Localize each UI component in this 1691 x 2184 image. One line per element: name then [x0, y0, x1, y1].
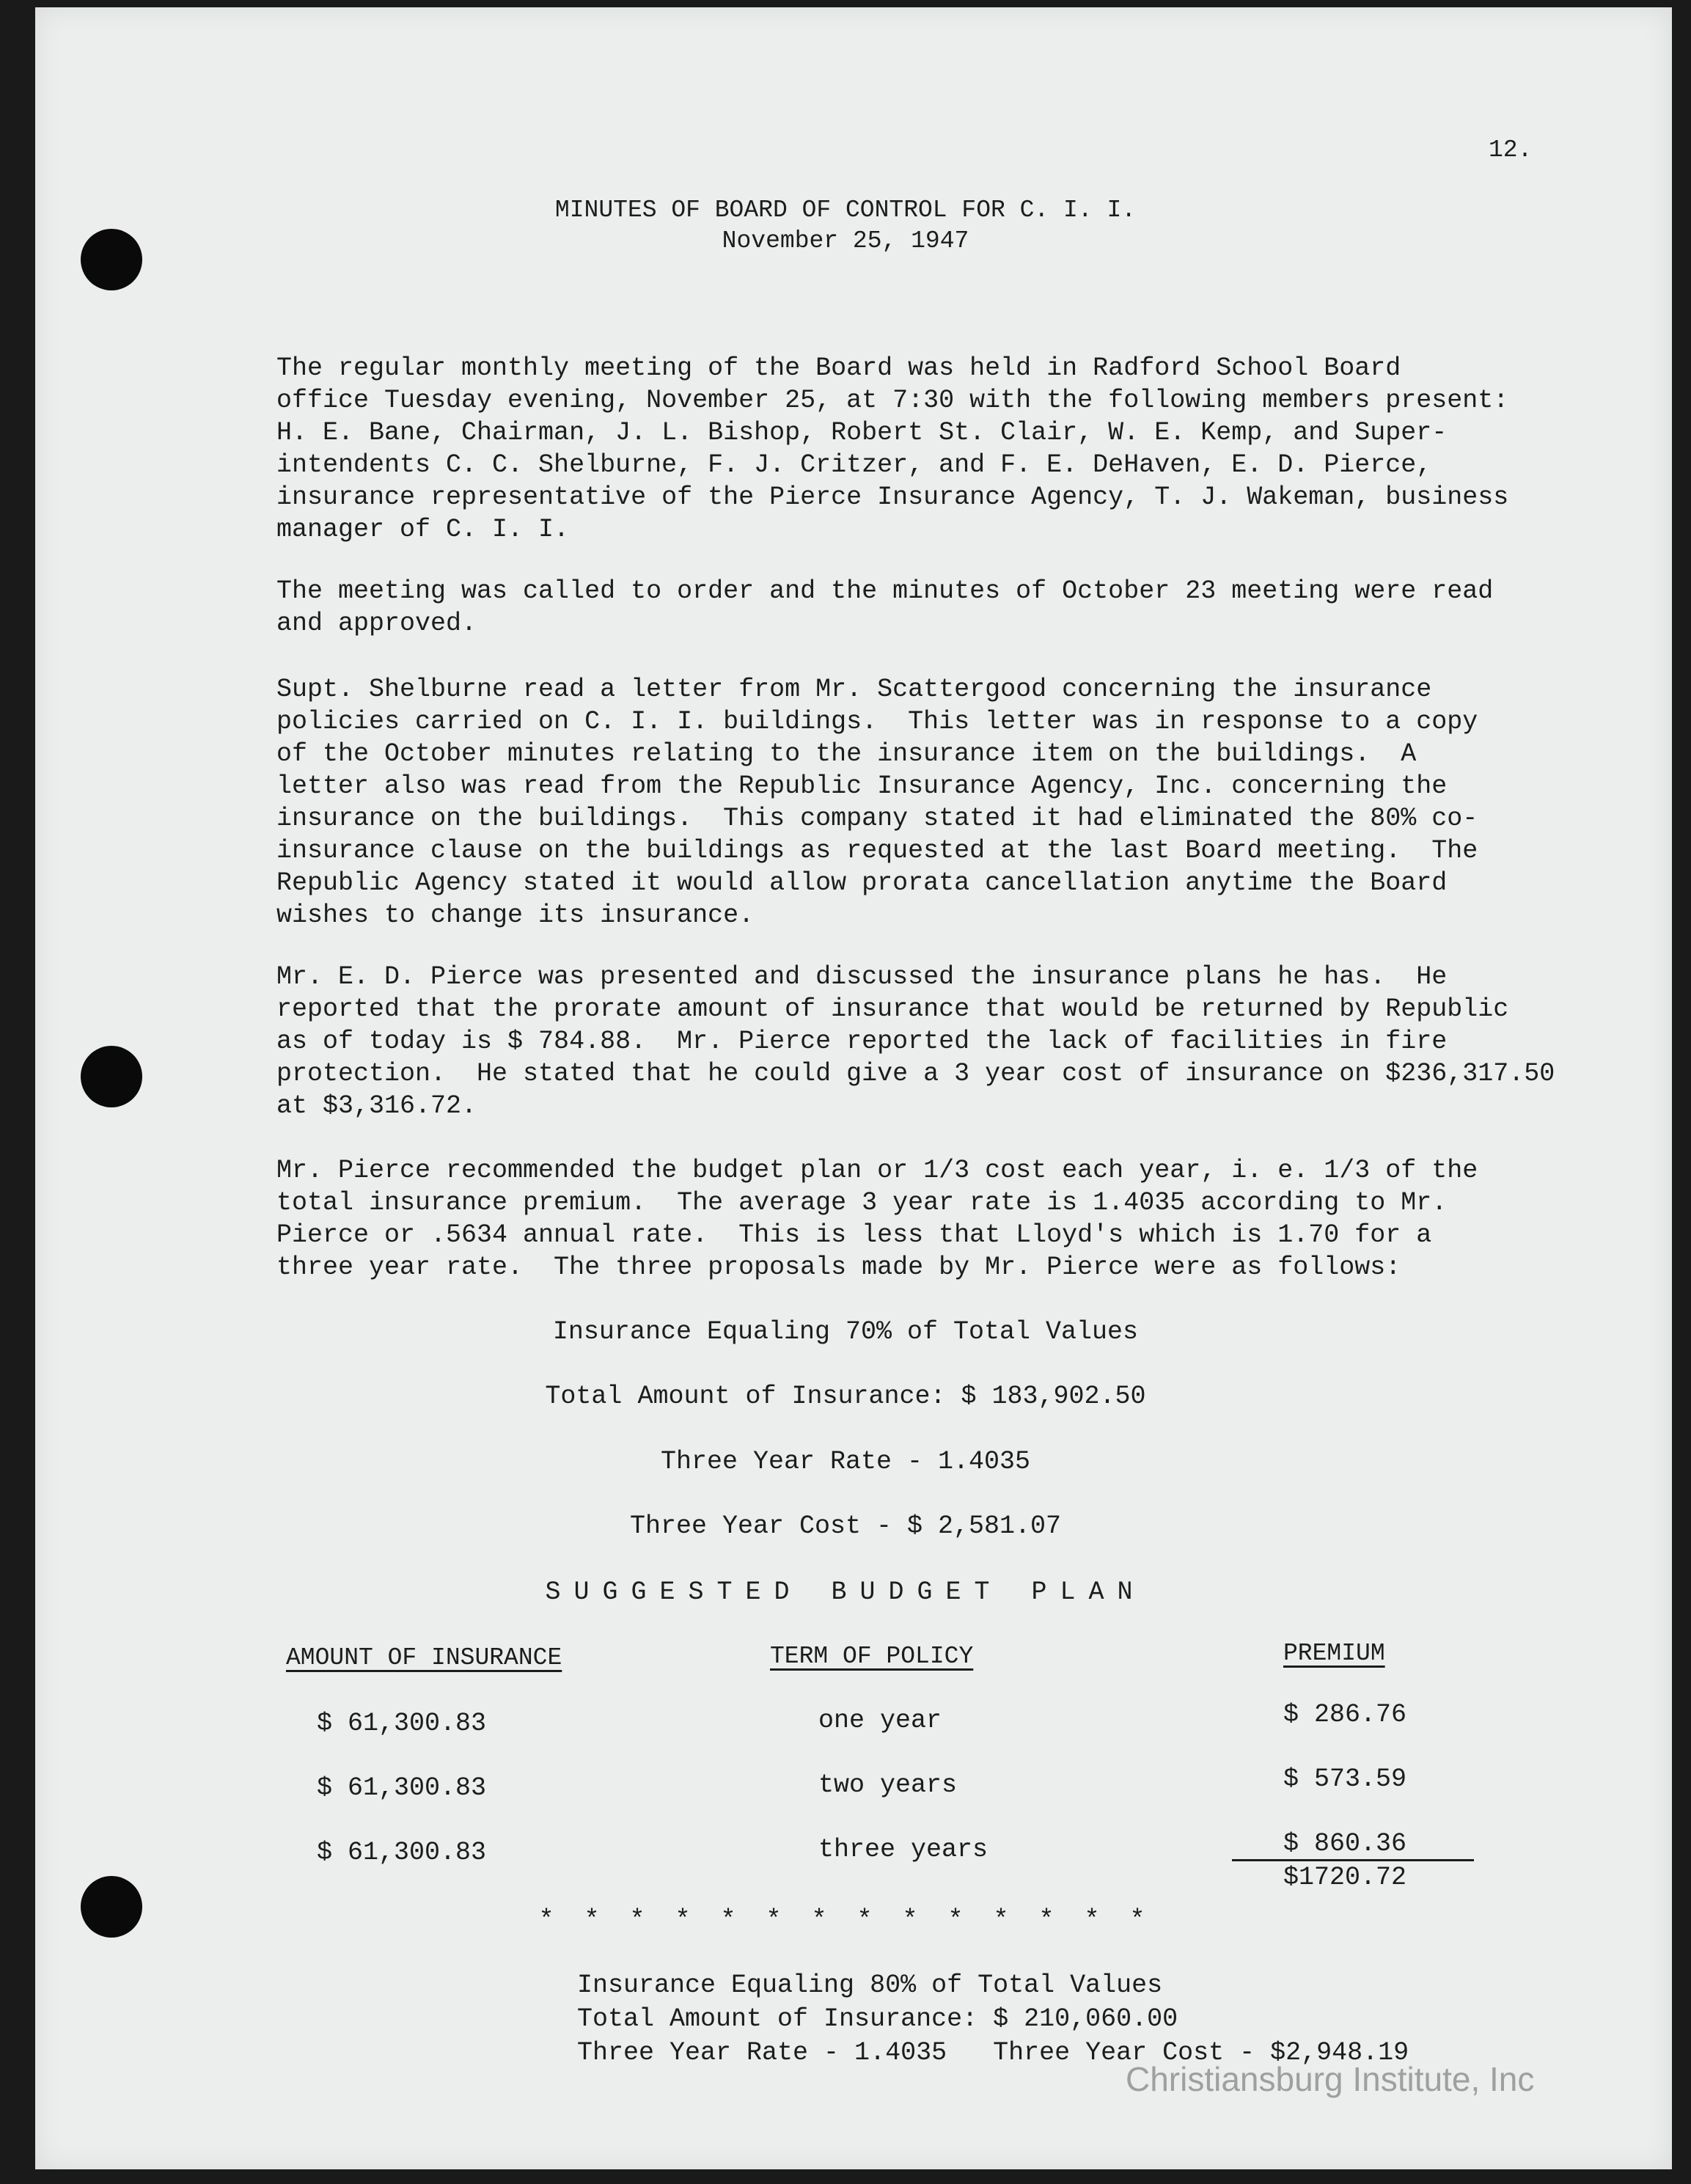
budget-plan-title: SUGGESTED BUDGET PLAN — [545, 1577, 1146, 1607]
proposal-80-total: Total Amount of Insurance: $ 210,060.00 — [577, 2004, 1178, 2034]
premium-total: $1720.72 — [1283, 1863, 1407, 1892]
punch-hole-middle — [81, 1046, 142, 1107]
row-3-premium: $ 860.36 — [1283, 1829, 1407, 1858]
row-1-premium: $ 286.76 — [1283, 1700, 1407, 1729]
row-2-premium: $ 573.59 — [1283, 1765, 1407, 1794]
attendance-paragraph: The regular monthly meeting of the Board was held in Radford School Board office Tuesday evening, November 25, at 7:30 with the following members present: H. E. Bane, Chairman, J. L. Bishop, Robert St. Clair, W. E. Kemp, and Super- intendents C. C. Shelburne, F. J. Critzer, and F. E. DeHaven, E. D. Pierce, insurance representative of the Pierce Insurance Agency, T. J. Wakeman, business manager of C. I. I. — [276, 353, 1509, 544]
budget-recommendation-paragraph: Mr. Pierce recommended the budget plan or 1/3 cost each year, i. e. 1/3 of the total insurance premium. The average 3 year rate is 1.4035 according to Mr. Pierce or .5634 annual rate. This is less that Lloyd's which is 1.70 for a three year rate. The three proposals made by Mr. Pierce were as follows: — [276, 1156, 1478, 1282]
row-3-term: three years — [818, 1835, 988, 1864]
page-number: 12. — [1489, 136, 1533, 164]
row-1-term: one year — [818, 1706, 942, 1735]
proposal-70-total: Total Amount of Insurance: $ 183,902.50 — [545, 1382, 1146, 1411]
insurance-letter-paragraph: Supt. Shelburne read a letter from Mr. Scattergood concerning the insurance policies carried on C. I. I. buildings. This letter was in response to a copy of the October minutes relating to the insurance item on the buildings. A letter also was read from the Republic Insurance Agency, Inc. concerning the insurance on the buildings. This company stated it had eliminated the 80% co- insurance clause on the buildings as requested at the last Board meeting. The Republic Agency stated it would allow prorata cancellation anytime the Board wishes to change its insurance. — [276, 675, 1478, 930]
proposal-70-heading: Insurance Equaling 70% of Total Values — [552, 1317, 1139, 1346]
column-header-term: TERM OF POLICY — [770, 1643, 974, 1670]
meeting-date: November 25, 1947 — [722, 227, 969, 254]
row-1-amount: $ 61,300.83 — [317, 1709, 487, 1738]
document-title: MINUTES OF BOARD OF CONTROL FOR C. I. I. — [554, 197, 1137, 224]
proposal-70-cost: Three Year Cost - $ 2,581.07 — [629, 1511, 1062, 1541]
row-2-amount: $ 61,300.83 — [317, 1773, 487, 1803]
proposal-80-heading: Insurance Equaling 80% of Total Values — [577, 1971, 1163, 2000]
column-header-amount: AMOUNT OF INSURANCE — [286, 1644, 562, 1671]
pierce-report-paragraph: Mr. E. D. Pierce was presented and discussed the insurance plans he has. He reported that the prorate amount of insurance that would be returned by Republic as of today is $ 784.88. Mr. Pierce reported the lack of facilities in fire protection. He stated that he could give a 3 year cost of insurance on $236,317.50 at $3,316.72. — [276, 962, 1555, 1121]
archive-watermark: Christiansburg Institute, Inc — [1126, 2060, 1535, 2098]
column-header-premium: PREMIUM — [1283, 1640, 1385, 1667]
row-2-term: two years — [818, 1770, 958, 1800]
row-3-amount: $ 61,300.83 — [317, 1838, 487, 1867]
proposal-70-rate: Three Year Rate - 1.4035 — [660, 1447, 1031, 1476]
proposal-80-rate-cost: Three Year Rate - 1.4035 Three Year Cost - $2,948.19 — [577, 2038, 1409, 2067]
call-to-order-paragraph: The meeting was called to order and the minutes of October 23 meeting were read and approved. — [276, 576, 1494, 638]
section-separator: * * * * * * * * * * * * * * — [538, 1905, 1153, 1935]
total-underline — [1232, 1859, 1474, 1861]
